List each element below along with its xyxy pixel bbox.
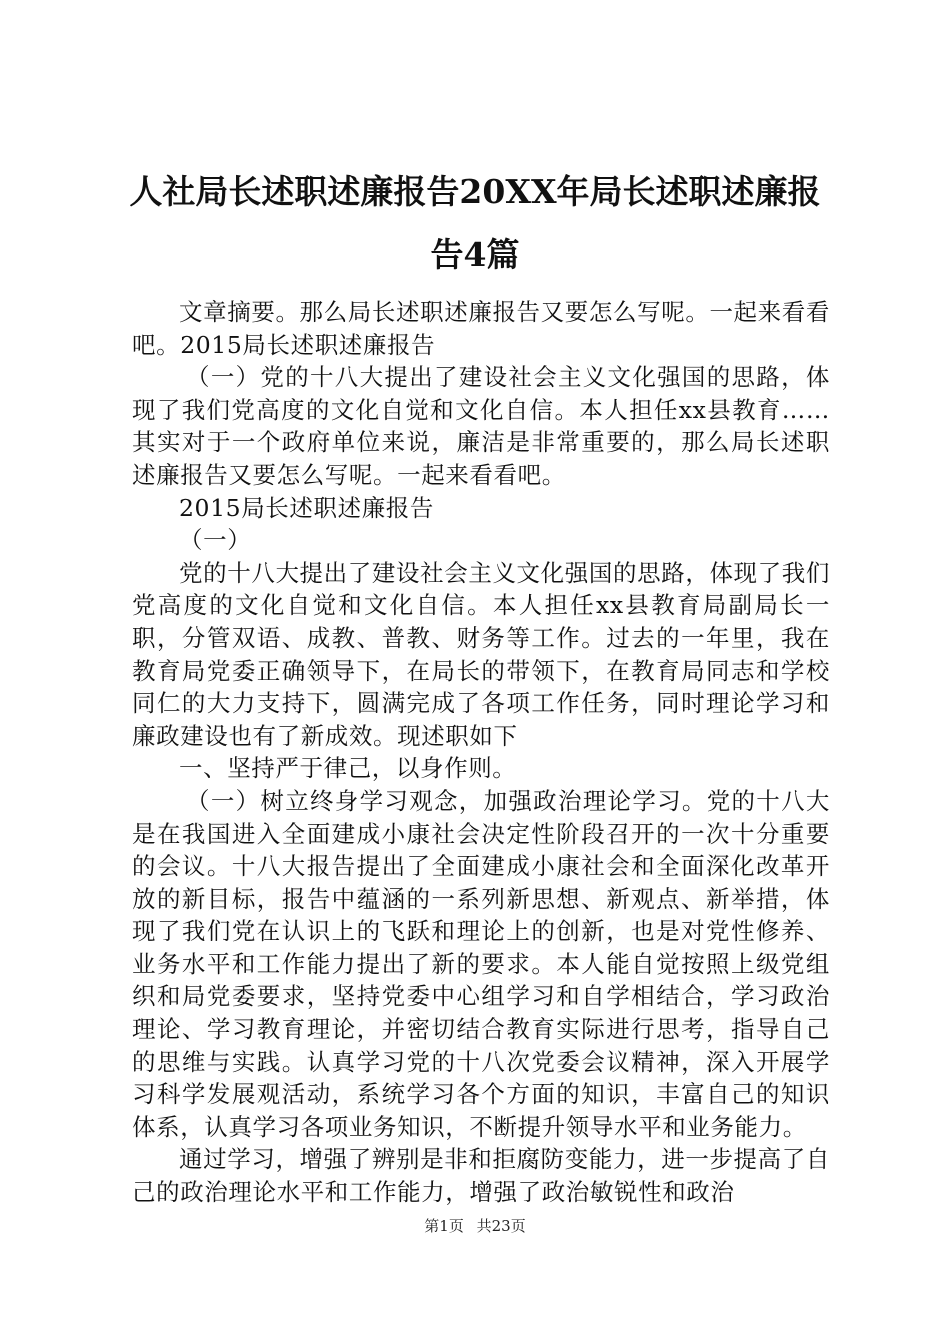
- page-number: 第1页: [424, 1217, 464, 1235]
- page-footer: [0, 1216, 950, 1236]
- paragraph-results: 通过学习，增强了辨别是非和拒腐防变能力，进一步提高了自己的政治理论水平和工作能力，增强了政治敏锐性和政治: [132, 1145, 830, 1207]
- paragraph-section-marker: （一）: [179, 526, 252, 555]
- paragraph-study: （一）树立终身学习观念，加强政治理论学习。党的十八大是在我国进入全面建成小康社会决定性阶段召开的一次十分重要的会议。十八大报告提出了全面建成小康社会和全面深化改革开放的新目标，报告中蕴涵的一系列新思想、新观点、新举措，体现了我们党在认识上的飞跃和理论上的创新，也是对党性修养、业务水平和工作能力提出了新的要求。本人能自觉按照上级党组织和局党委要求，坚持党委中心组学习和自学相结合，学习政治理论、学习教育理论，并密切结合教育实际进行思考，指导自己的思维与实践。认真学习党的十八次党委会议精神，深入开展学习科学发展观活动，系统学习各个方面的知识，丰富自己的知识体系，认真学习各项业务知识，不断提升领导水平和业务能力。: [132, 786, 830, 1141]
- paragraph-opening: 党的十八大提出了建设社会主义文化强国的思路，体现了我们党高度的文化自觉和文化自信。本人担任xx县教育局副局长一职，分管双语、成教、普教、财务等工作。过去的一年里，我在教育局党委正确领导下，在局长的带领下，在教育局同志和学校同仁的大力支持下，圆满完成了各项工作任务，同时理论学习和廉政建设也有了新成效。现述职如下: [132, 558, 830, 750]
- paragraph-intro: （一）党的十八大提出了建设社会主义文化强国的思路，体现了我们党高度的文化自觉和文化自信。本人担任xx县教育……其实对于一个政府单位来说，廉洁是非常重要的，那么局长述职述廉报告又要怎么写呢。一起来看看吧。: [132, 363, 830, 489]
- paragraph-summary: 文章摘要。那么局长述职述廉报告又要怎么写呢。一起来看看吧。2015局长述职述廉报告: [132, 298, 830, 359]
- document-body: [132, 296, 830, 1209]
- paragraph-subtitle: 2015局长述职述廉报告: [179, 493, 435, 522]
- page-total: 共23页: [476, 1217, 526, 1235]
- document-title: 人社局长述职述廉报告20XX年局长述职述廉报告4篇: [129, 172, 821, 274]
- paragraph-heading-one: 一、坚持严于律己，以身作则。: [179, 754, 517, 783]
